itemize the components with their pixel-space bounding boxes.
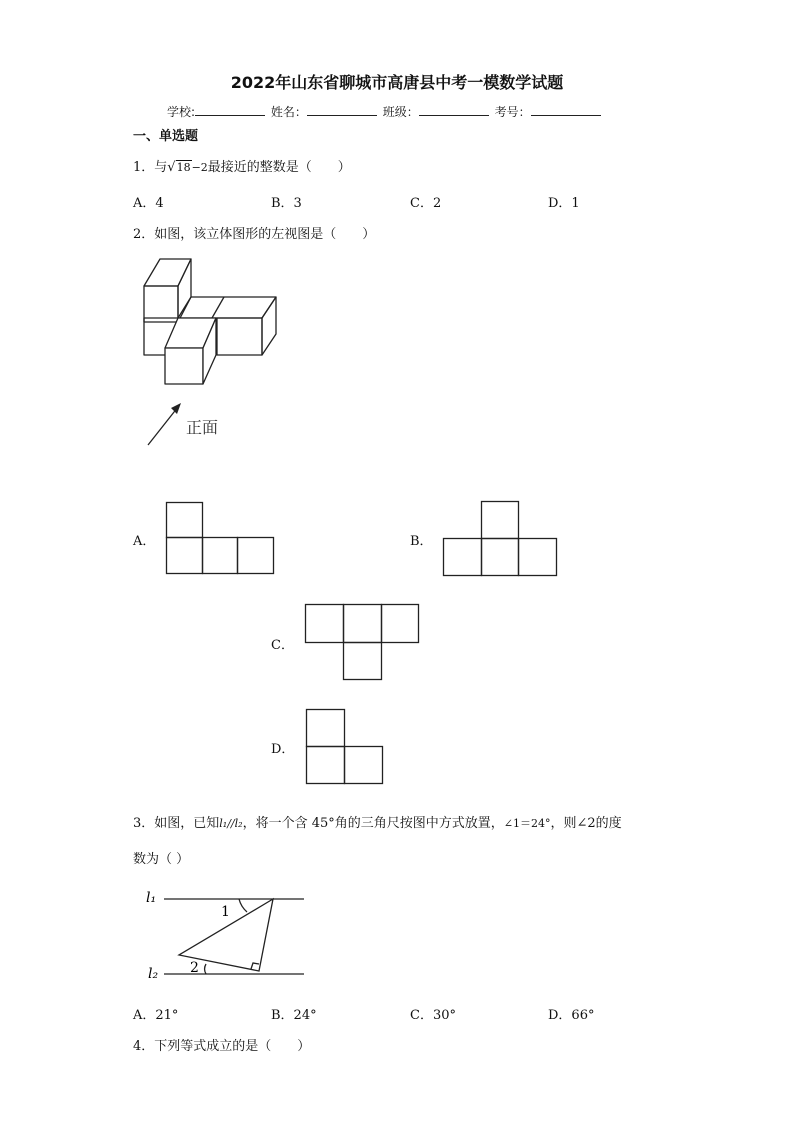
question-1-stem — [133, 156, 351, 175]
front-arrow — [148, 407, 178, 445]
sqrt-sign: √ — [167, 160, 176, 175]
exam-number-blank[interactable] — [531, 104, 601, 116]
q3-option-a[interactable]: A．21° — [133, 1008, 179, 1023]
square — [203, 538, 238, 574]
q2-option-c-figure[interactable] — [305, 604, 421, 682]
q1-number: 1．与 — [133, 160, 168, 175]
exam-number-label: 考号： — [494, 105, 531, 119]
square — [344, 605, 382, 643]
q3-option-b[interactable]: B．24° — [271, 1008, 317, 1023]
name-blank[interactable] — [307, 104, 377, 116]
page-title: 2022年山东省聊城市高唐县中考一模数学试题 — [230, 73, 564, 92]
class-blank[interactable] — [419, 104, 489, 116]
school-blank[interactable] — [195, 104, 265, 116]
cube-face — [165, 348, 203, 384]
q2-option-b[interactable]: B． — [410, 534, 433, 549]
cube-face — [178, 297, 276, 318]
question-2-stem: 2．如图，该立体图形的左视图是（ ） — [133, 227, 376, 242]
question-3-stem-line2: 数为（ ） — [133, 852, 190, 867]
front-label: 正面 — [186, 418, 219, 437]
name-label: 姓名： — [270, 105, 307, 119]
q2-option-d-figure[interactable] — [306, 709, 386, 787]
q3-option-c[interactable]: C．30° — [410, 1008, 456, 1023]
square — [345, 747, 383, 784]
q2-option-d[interactable]: D． — [271, 742, 295, 757]
q1-option-b[interactable]: B．3 — [271, 196, 302, 211]
square — [444, 539, 482, 576]
q3-stem-b: ，将一个含 45°角的三角尺按图中方式放置， — [242, 816, 504, 831]
school-label: 学校: — [167, 105, 196, 119]
q1-option-a[interactable]: A．4 — [133, 196, 164, 211]
arrow-head-icon — [171, 403, 181, 414]
square — [307, 710, 345, 747]
right-angle-mark — [251, 963, 259, 969]
q3-triangle-figure — [140, 880, 320, 990]
q1-option-c[interactable]: C．2 — [410, 196, 442, 211]
q2-solid-figure — [140, 255, 290, 455]
student-info-line — [167, 103, 603, 120]
square — [238, 538, 274, 574]
q2-option-a-figure[interactable] — [166, 502, 276, 576]
square — [344, 643, 382, 680]
cube-face — [262, 297, 276, 355]
question-3-stem — [133, 812, 622, 831]
angle2-mark: 2 — [190, 960, 199, 976]
square — [167, 503, 203, 538]
q3-stem-a: 3．如图，已知 — [133, 816, 220, 831]
square — [306, 605, 344, 643]
q2-option-a[interactable]: A． — [133, 534, 156, 549]
cube-face — [217, 318, 262, 355]
square — [307, 747, 345, 784]
q3-stem-c: ，则∠2的度 — [550, 816, 622, 831]
section-heading: 一、单选题 — [133, 129, 199, 144]
l2-label: l₂ — [148, 966, 159, 982]
square — [519, 539, 557, 576]
angle2-arc — [205, 964, 206, 974]
q3-option-d[interactable]: D．66° — [548, 1008, 595, 1023]
cube-edge — [212, 297, 224, 318]
q1-stem-tail: 最接近的整数是（ ） — [207, 160, 351, 175]
q1-expr-tail: −2 — [191, 161, 208, 174]
angle1-arc — [239, 899, 247, 912]
cube-face — [178, 259, 191, 322]
q3-parallel-expr: l₁//l₂ — [219, 817, 243, 830]
q3-angle1-expr: ∠1＝24° — [503, 817, 551, 830]
q1-option-d[interactable]: D．1 — [548, 196, 580, 211]
question-4-stem: 4．下列等式成立的是（ ） — [133, 1039, 311, 1054]
l1-label: l₁ — [146, 890, 157, 906]
cube-face — [144, 286, 178, 322]
square — [382, 605, 419, 643]
q2-option-c[interactable]: C． — [271, 638, 294, 653]
class-label: 班级： — [382, 105, 419, 119]
square — [482, 539, 519, 576]
angle1-mark: 1 — [221, 904, 230, 920]
square — [482, 502, 519, 539]
q2-option-b-figure[interactable] — [443, 501, 559, 578]
q1-radicand: 18 — [176, 161, 191, 174]
square — [167, 538, 203, 574]
